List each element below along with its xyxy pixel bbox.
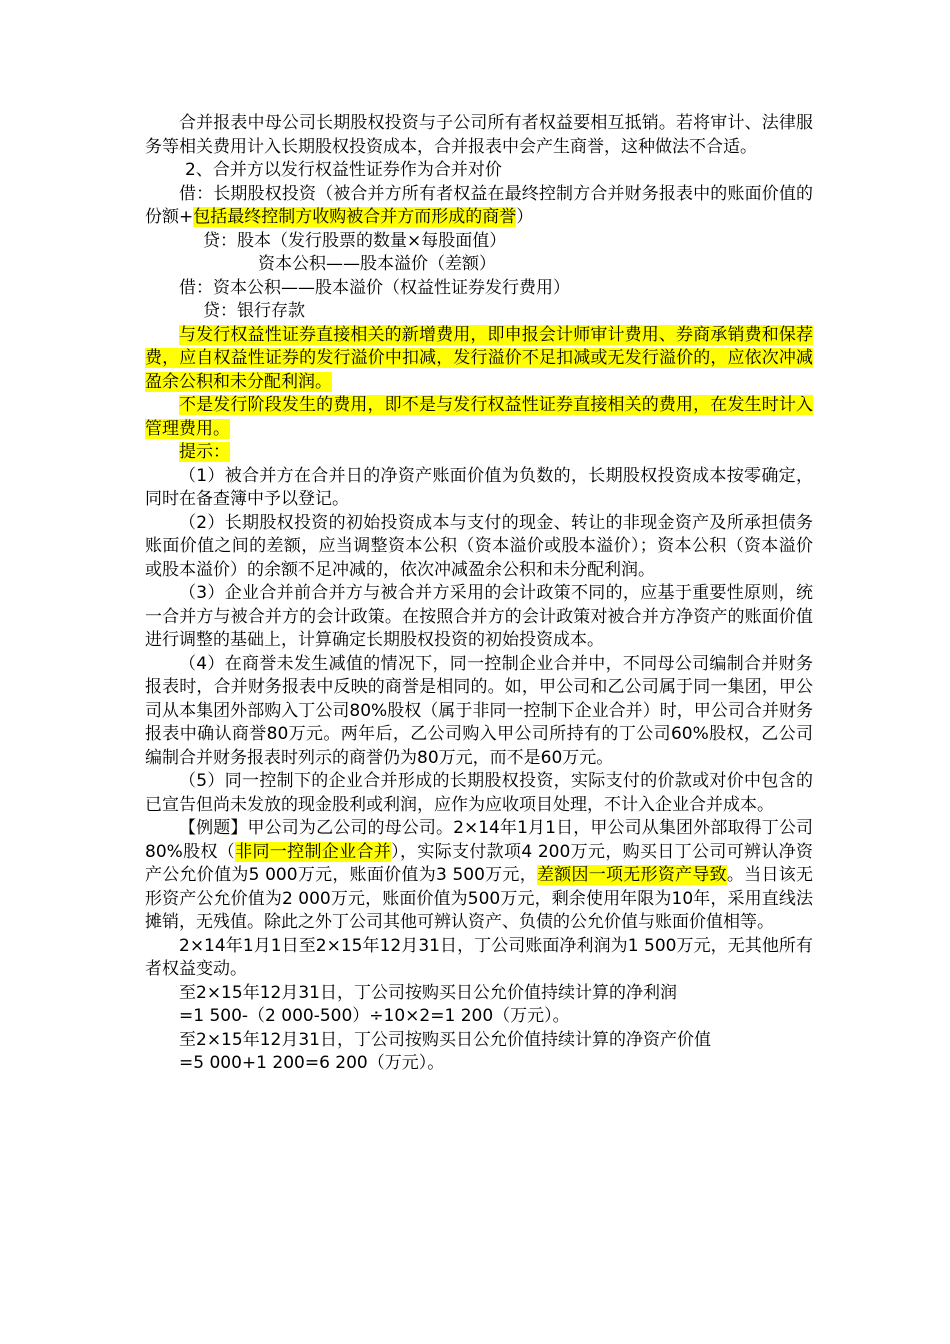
example-calc-net-assets: 至2×15年12月31日，丁公司按购买日公允价值持续计算的净资产价值 <box>179 1029 711 1050</box>
hint-item-2: （2）长期股权投资的初始投资成本与支付的现金、转让的非现金资产及所承担债务账面价值之间的差额，应当调整资本公积（资本溢价或股本溢价）；资本公积（资本溢价或股本溢价）的余额不足冲减的，依次冲减盈余公积和未分配利润。 <box>145 512 813 580</box>
hint-item-1: （1）被合并方在合并日的净资产账面价值为负数的，长期股权投资成本按零确定，同时在备查簿中予以登记。 <box>145 465 813 509</box>
hint-item-5: （5）同一控制下的企业合并形成的长期股权投资，实际支付的价款或对价中包含的已宣告但尚未发放的现金股利或利润，应作为应收项目处理，不计入企业合并成本。 <box>145 771 813 815</box>
example-calc-net-profit-formula: =1 500-（2 000-500）÷10×2=1 200（万元）。 <box>179 1006 570 1026</box>
example-net-profit: 2×14年1月1日至2×15年12月31日，丁公司账面净利润为1 500万元，无其他所有者权益变动。 <box>145 935 813 979</box>
document-page <box>145 112 813 1076</box>
highlight-non-common-control: 非同一控制企业合并 <box>235 841 392 862</box>
hint-item-4: （4）在商誉未发生减值的情况下，同一控制企业合并中，不同母公司编制合并财务报表时，合并财务报表中反映的商誉是相同的。如，甲公司和乙公司属于同一集团，甲公司从本集团外部购入丁公司80%股权（属于非同一控制下企业合并）时，甲公司合并财务报表中确认商誉80万元。两年后，乙公司购入甲公司所持有的丁公司60%股权，乙公司编制合并财务报表时列示的商誉仍为80万元，而不是60万元。 <box>145 653 813 768</box>
example-paragraph: 【例题】甲公司为乙公司的母公司。2×14年1月1日，甲公司从集团外部取得丁公司80%股权（非同一控制企业合并），实际支付款项4 200万元，购买日丁公司可辨认净资产公允价值为5 000万元，账面价值为3 500万元，差额因一项无形资产导致。当日该无形资产公允价值为2 000万元，账面价值为500万元，剩余使用年限为10年，采用直线法摊销，无残值。除此之外丁公司其他可辨认资产、负债的公允价值与账面价值相等。 <box>145 818 813 932</box>
journal-entry-debit-investment: 借：长期股权投资（被合并方所有者权益在最终控制方合并财务报表中的账面价值的份额+包括最终控制方收购被合并方而形成的商誉） <box>145 183 813 227</box>
journal-entry-credit-bank: 贷：银行存款 <box>203 301 305 321</box>
journal-entry-debit-reserve: 借：资本公积——股本溢价（权益性证券发行费用） <box>179 277 570 298</box>
highlight-goodwill: 包括最终控制方收购被合并方而形成的商誉 <box>193 207 517 227</box>
journal-entry-credit-share-capital: 贷：股本（发行股票的数量×每股面值） <box>203 230 507 251</box>
highlight-intangible-asset: 差额因一项无形资产导致 <box>536 865 727 885</box>
section-heading-equity-securities: 2、合并方以发行权益性证券作为合并对价 <box>185 160 502 180</box>
hint-heading: 提示： <box>179 442 230 462</box>
hint-item-3: （3）企业合并前合并方与被合并方采用的会计政策不同的，应基于重要性原则，统一合并方与被合并方的会计政策。在按照合并方的会计政策对被合并方净资产的账面价值进行调整的基础上，计算确定长期股权投资的初始投资成本。 <box>145 583 813 650</box>
paragraph-management-expenses: 不是发行阶段发生的费用，即不是与发行权益性证券直接相关的费用，在发生时计入管理费用。 <box>145 395 813 439</box>
example-calc-net-profit: 至2×15年12月31日，丁公司按购买日公允价值持续计算的净利润 <box>179 982 677 1003</box>
example-calc-net-assets-formula: =5 000+1 200=6 200（万元）。 <box>179 1053 445 1073</box>
journal-entry-capital-reserve: 资本公积——股本溢价（差额） <box>258 254 496 274</box>
paragraph-consolidation-note: 合并报表中母公司长期股权投资与子公司所有者权益要相互抵销。若将审计、法律服务等相关费用计入长期股权投资成本，合并报表中会产生商誉，这种做法不合适。 <box>145 113 813 157</box>
paragraph-issuance-costs: 与发行权益性证券直接相关的新增费用，即申报会计师审计费用、券商承销费和保荐费，应自权益性证券的发行溢价中扣减，发行溢价不足扣减或无发行溢价的，应依次冲减盈余公积和未分配利润。 <box>145 324 813 392</box>
